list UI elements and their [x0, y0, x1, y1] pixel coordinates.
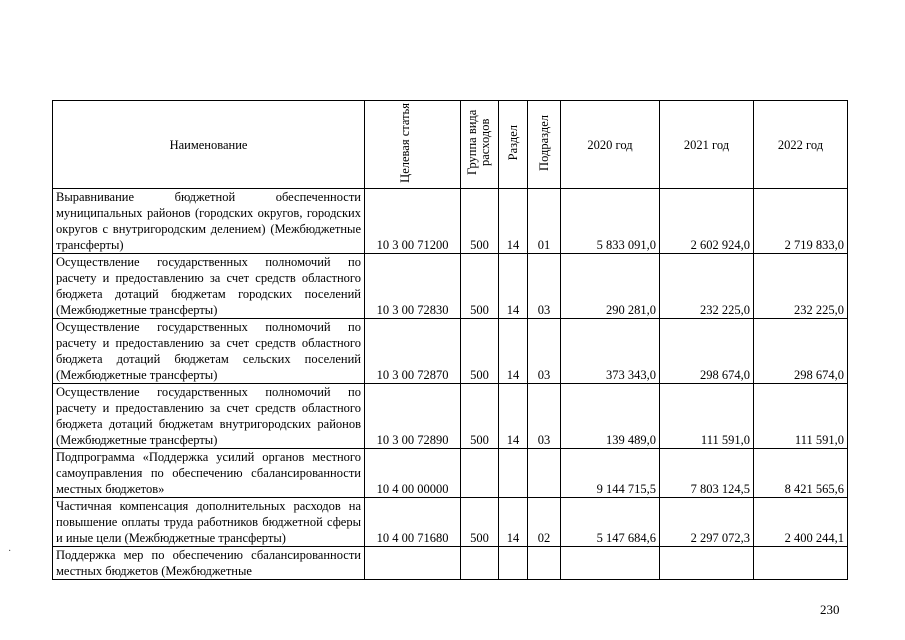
row-name: Подпрограмма «Поддержка усилий органов местного самоуправления по обеспечению сбалансированности местных бюджетов»: [53, 449, 365, 498]
row-amount-2021: [660, 547, 754, 580]
row-code: 10 3 00 72870: [365, 319, 461, 384]
row-code: 10 3 00 71200: [365, 189, 461, 254]
row-subsection: 01: [528, 189, 561, 254]
page-number: 230: [820, 602, 840, 617]
header-subsection: [528, 101, 561, 189]
header-group: [461, 101, 499, 189]
row-subsection: 03: [528, 254, 561, 319]
table-row: [53, 384, 848, 449]
header-row: [53, 101, 848, 189]
row-amount-2021: 111 591,0: [660, 384, 754, 449]
table-row: [53, 498, 848, 547]
scan-mark: ·: [8, 546, 12, 557]
row-code: 10 3 00 72830: [365, 254, 461, 319]
row-name: Частичная компенсация дополнительных расходов на повышение оплаты труда работников бюджетной сферы и иные цели (Межбюджетные трансферты): [53, 498, 365, 547]
row-amount-2021: 7 803 124,5: [660, 449, 754, 498]
row-name: Осуществление государственных полномочий по расчету и предоставлению за счет средств областного бюджета дотаций бюджетам сельских поселений (Межбюджетные трансферты): [53, 319, 365, 384]
header-2020: 2020 год: [561, 101, 660, 189]
row-amount-2020: 9 144 715,5: [561, 449, 660, 498]
row-name: Осуществление государственных полномочий по расчету и предоставлению за счет средств областного бюджета дотаций бюджетам городских поселений (Межбюджетные трансферты): [53, 254, 365, 319]
table-row: [53, 449, 848, 498]
row-amount-2022: 111 591,0: [754, 384, 848, 449]
row-section: [499, 547, 528, 580]
row-subsection: 03: [528, 319, 561, 384]
budget-table: [52, 100, 848, 580]
row-amount-2020: 5 147 684,6: [561, 498, 660, 547]
row-amount-2022: 2 719 833,0: [754, 189, 848, 254]
row-amount-2020: [561, 547, 660, 580]
header-code-text: Целевая статья: [397, 102, 412, 183]
row-amount-2021: 2 297 072,3: [660, 498, 754, 547]
row-code: [365, 547, 461, 580]
row-amount-2022: [754, 547, 848, 580]
row-section: 14: [499, 498, 528, 547]
row-group: 500: [461, 498, 499, 547]
row-section: 14: [499, 384, 528, 449]
header-name: Наименование: [53, 101, 365, 189]
row-amount-2020: 290 281,0: [561, 254, 660, 319]
row-amount-2022: 8 421 565,6: [754, 449, 848, 498]
row-code: 10 3 00 72890: [365, 384, 461, 449]
row-amount-2021: 2 602 924,0: [660, 189, 754, 254]
row-group: 500: [461, 384, 499, 449]
row-subsection: 03: [528, 384, 561, 449]
header-subsection-text: Подраздел: [536, 114, 551, 171]
row-amount-2020: 373 343,0: [561, 319, 660, 384]
row-section: [499, 449, 528, 498]
table-body: [53, 189, 848, 580]
header-group-text: Группа вида расходов: [464, 109, 492, 176]
row-section: 14: [499, 189, 528, 254]
header-2021: 2021 год: [660, 101, 754, 189]
header-section: [499, 101, 528, 189]
row-amount-2021: 232 225,0: [660, 254, 754, 319]
row-amount-2022: 232 225,0: [754, 254, 848, 319]
table-row: [53, 254, 848, 319]
row-amount-2020: 5 833 091,0: [561, 189, 660, 254]
row-group: 500: [461, 254, 499, 319]
row-group: [461, 449, 499, 498]
table-row: [53, 319, 848, 384]
table-row: [53, 189, 848, 254]
row-code: 10 4 00 00000: [365, 449, 461, 498]
row-amount-2020: 139 489,0: [561, 384, 660, 449]
row-name: Поддержка мер по обеспечению сбалансированности местных бюджетов (Межбюджетные: [53, 547, 365, 580]
row-amount-2022: 2 400 244,1: [754, 498, 848, 547]
row-name: Выравнивание бюджетной обеспеченности муниципальных районов (городских округов, городских округов с внутригородским делением) (Межбюджетные трансферты): [53, 189, 365, 254]
row-amount-2022: 298 674,0: [754, 319, 848, 384]
page-bottom-margin: [0, 590, 905, 640]
header-section-text: Раздел: [505, 124, 520, 161]
row-section: 14: [499, 319, 528, 384]
header-code: [365, 101, 461, 189]
row-subsection: 02: [528, 498, 561, 547]
table-row: [53, 547, 848, 580]
row-name: Осуществление государственных полномочий по расчету и предоставлению за счет средств областного бюджета дотаций бюджетам внутригородских районов (Межбюджетные трансферты): [53, 384, 365, 449]
row-amount-2021: 298 674,0: [660, 319, 754, 384]
row-section: 14: [499, 254, 528, 319]
header-2022: 2022 год: [754, 101, 848, 189]
row-code: 10 4 00 71680: [365, 498, 461, 547]
row-subsection: [528, 547, 561, 580]
row-group: [461, 547, 499, 580]
row-subsection: [528, 449, 561, 498]
row-group: 500: [461, 189, 499, 254]
row-group: 500: [461, 319, 499, 384]
